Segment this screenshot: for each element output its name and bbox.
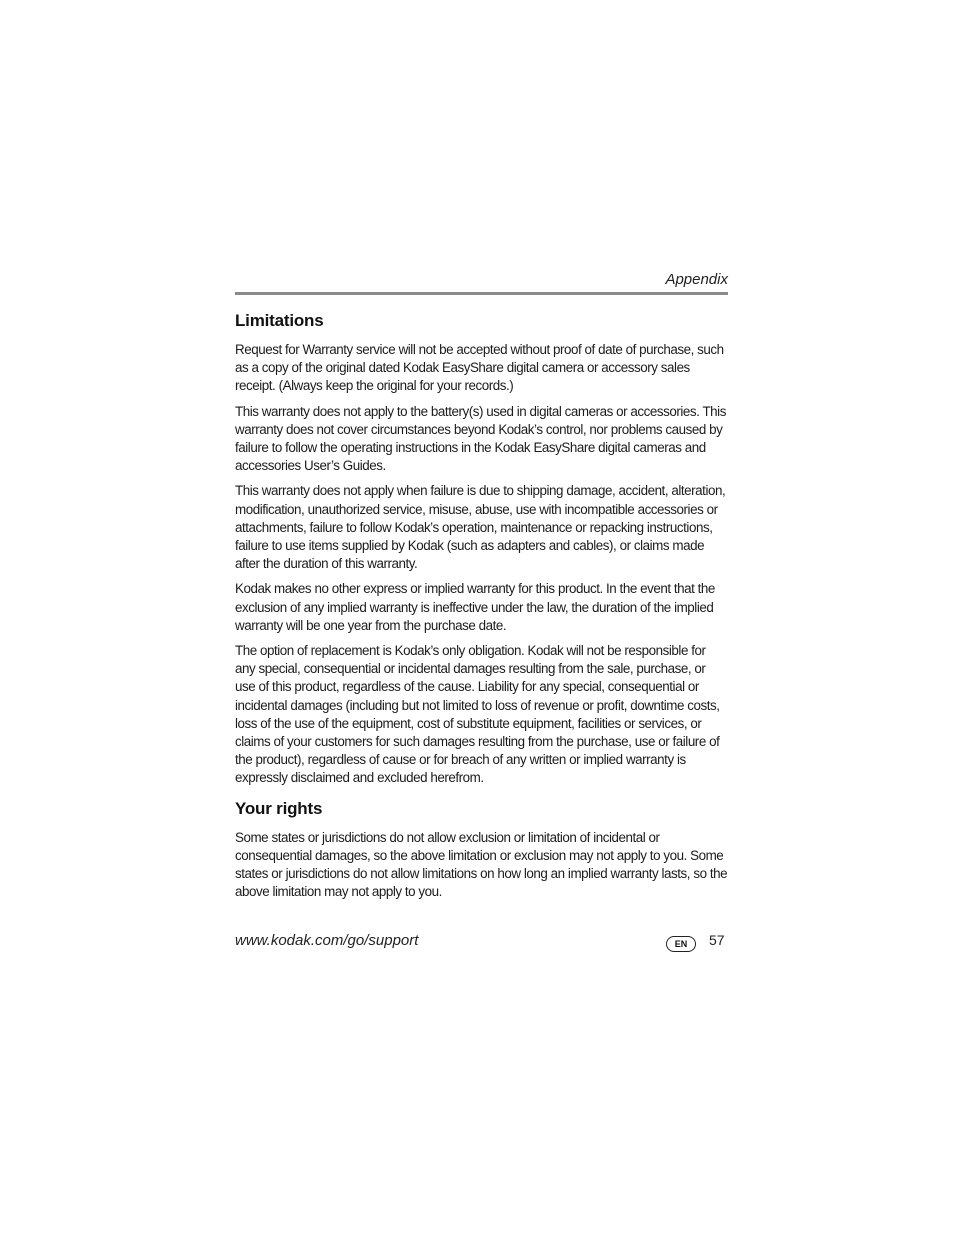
page-content bbox=[235, 310, 728, 908]
running-header: Appendix bbox=[665, 271, 728, 288]
your-rights-paragraph-1: Some states or jurisdictions do not allow exclusion or limitation of incidental or consequential damages, so the above limitation or exclusion may not apply to you. Some states or jurisdictions do not allow limitations on how long an implied warranty lasts, so the above limitation may not apply to you. bbox=[235, 829, 728, 900]
page-number: 57 bbox=[709, 932, 725, 948]
limitations-paragraph-5: The option of replacement is Kodak’s only obligation. Kodak will not be responsible for any special, consequential or incidental damages resulting from the sale, purchase, or use of this product, regardless of the cause. Liability for any special, consequential or incidental damages (including but not limited to loss of revenue or profit, downtime costs, loss of the use of the equipment, cost of substitute equipment, facilities or services, or claims of your customers for such damages resulting from the purchase, use or failure of the product), regardless of cause or for breach of any written or implied warranty is expressly disclaimed and excluded herefrom. bbox=[235, 643, 720, 786]
limitations-paragraph-1: Request for Warranty service will not be accepted without proof of date of purchase, such as a copy of the original dated Kodak EasyShare digital camera or accessory sales receipt. (Always keep the original for your records.) bbox=[235, 342, 724, 394]
limitations-paragraph-3: This warranty does not apply when failure is due to shipping damage, accident, alteration, modification, unauthorized service, misuse, abuse, use with incompatible accessories or attachments, failure to follow Kodak’s operation, maintenance or repacking instructions, failure to use items supplied by Kodak (such as adapters and cables), or claims made after the duration of this warranty. bbox=[235, 483, 726, 572]
header-rule bbox=[235, 292, 728, 295]
support-url: www.kodak.com/go/support bbox=[235, 932, 419, 949]
section-heading-your-rights: Your rights bbox=[235, 798, 323, 818]
limitations-paragraph-4: Kodak makes no other express or implied warranty for this product. In the event that the exclusion of any implied warranty is ineffective under the law, the duration of the implied warranty will be one year from the purchase date. bbox=[235, 581, 715, 633]
limitations-paragraph-2: This warranty does not apply to the battery(s) used in digital cameras or accessories. This warranty does not cover circumstances beyond Kodak’s control, nor problems caused by failure to follow the operating instructions in the Kodak EasyShare digital cameras and accessories User’s Guides. bbox=[235, 403, 726, 474]
section-heading-limitations: Limitations bbox=[235, 311, 324, 330]
language-badge: EN bbox=[666, 936, 696, 952]
